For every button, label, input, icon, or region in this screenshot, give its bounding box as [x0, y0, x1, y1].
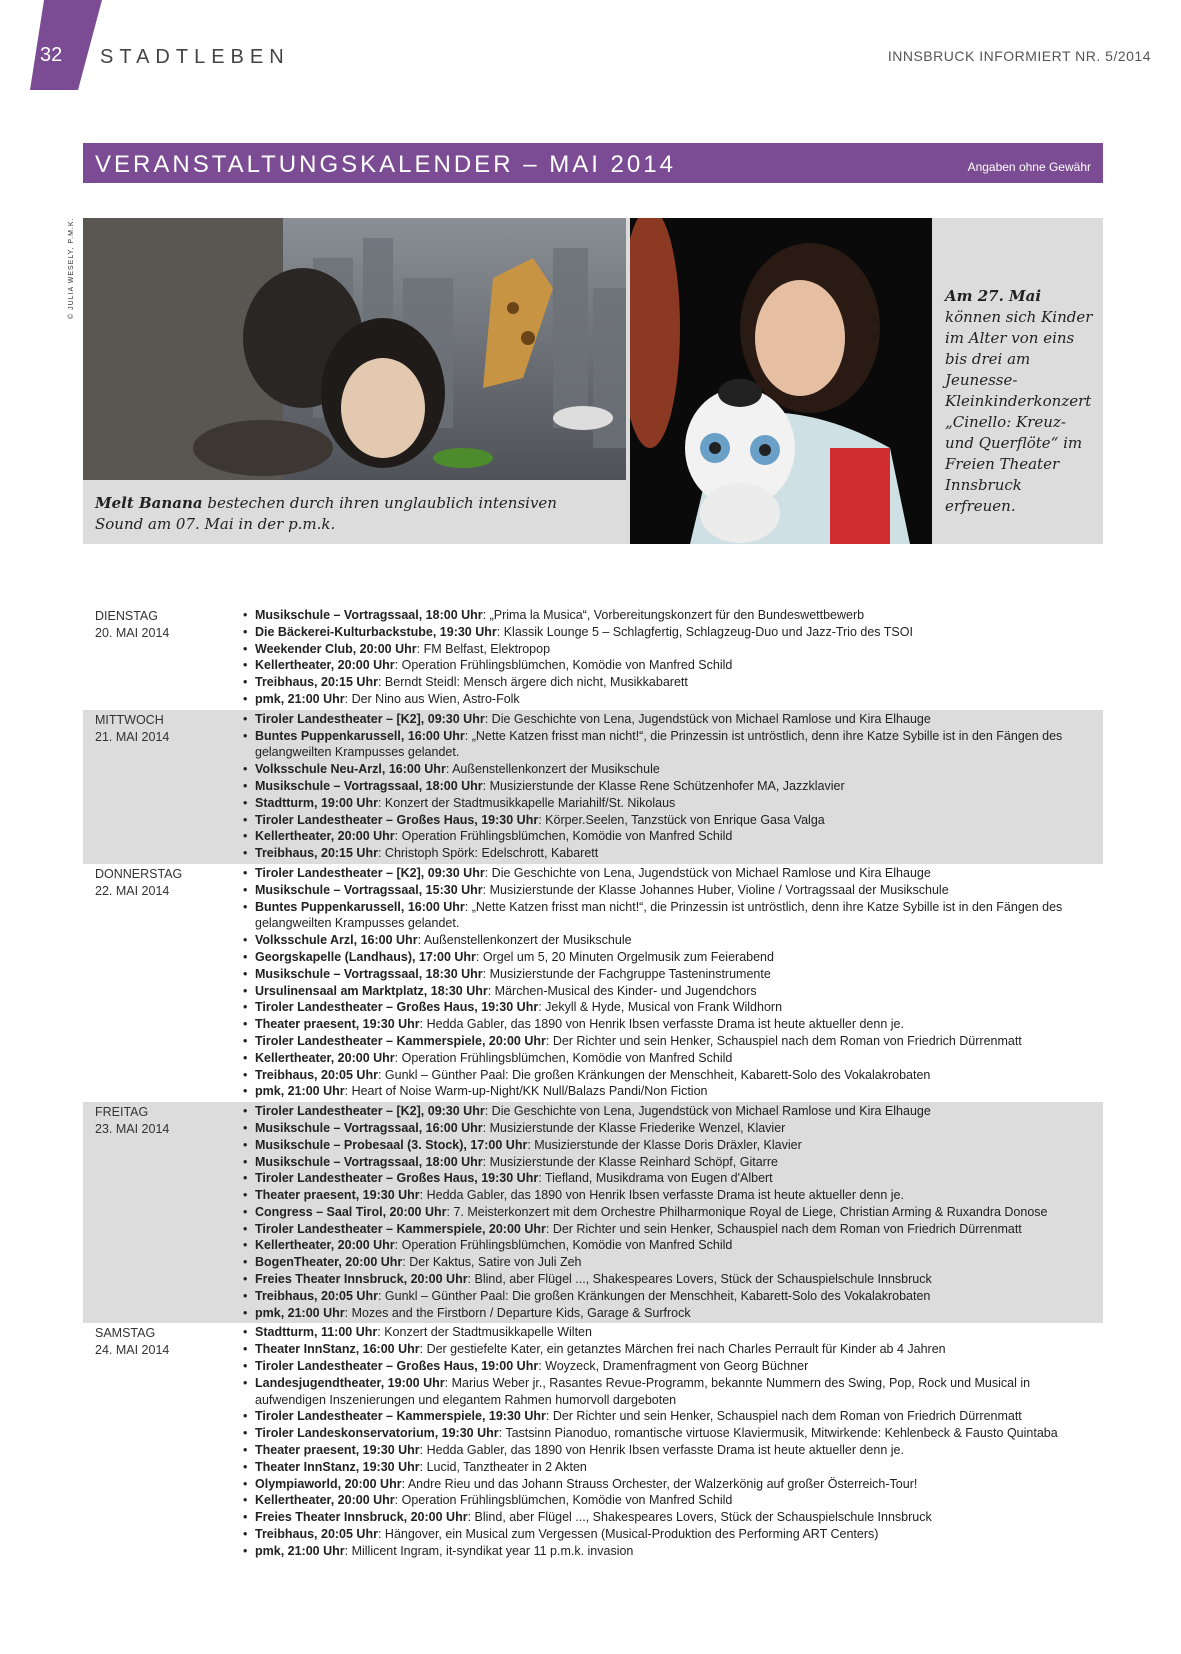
event-item: • Volksschule Neu-Arzl, 16:00 Uhr: Außenstellenkonzert der Musikschule [243, 761, 1103, 778]
day-label: MITTWOCH 21. MAI 2014 [95, 712, 170, 744]
event-item: • Landesjugendtheater, 19:00 Uhr: Marius Weber jr., Rasantes Revue-Programm, bekannte Nummern des Swing, Pop, Rock und Musical in aufwendigen Inszenierungen und elegantem Rahmen humorvoll dargeboten [243, 1375, 1103, 1409]
day-label: DONNERSTAG 22. MAI 2014 [95, 866, 183, 898]
event-item: • Buntes Puppenkarussell, 16:00 Uhr: „Nette Katzen frisst man nicht!“, die Prinzessin ist untröstlich, denn ihre Katze Sybille ist in den Fängen des gelangweilten Krampusses gelandet. [243, 899, 1103, 933]
event-item: • Tiroler Landestheater – [K2], 09:30 Uhr: Die Geschichte von Lena, Jugendstück von Michael Ramlose und Kira Elhauge [243, 711, 1103, 728]
event-item: • Musikschule – Vortragssaal, 18:00 Uhr: Musizierstunde der Klasse Reinhard Schöpf, Gitarre [243, 1154, 1103, 1171]
event-item: • Treibhaus, 20:15 Uhr: Christoph Spörk: Edelschrott, Kabarett [243, 845, 1103, 862]
page-number: 32 [40, 44, 63, 66]
event-item: • Tiroler Landestheater – Großes Haus, 19:30 Uhr: Körper.Seelen, Tanzstück von Enrique Gasa Valga [243, 812, 1103, 829]
issue-label: INNSBRUCK INFORMIERT NR. 5/2014 [887, 48, 1151, 64]
event-item: • Kellertheater, 20:00 Uhr: Operation Frühlingsblümchen, Komödie von Manfred Schild [243, 1237, 1103, 1254]
event-list [83, 607, 1103, 708]
event-item: • Tiroler Landestheater – Kammerspiele, 20:00 Uhr: Der Richter und sein Henker, Schauspiel nach dem Roman von Friedrich Dürrenmatt [243, 1033, 1103, 1050]
event-list [83, 711, 1103, 862]
event-item: • Treibhaus, 20:15 Uhr: Berndt Steidl: Mensch ärgere dich nicht, Musikkabarett [243, 674, 1103, 691]
day-block-donnerstag [83, 864, 1103, 1102]
event-item: • Tiroler Landestheater – Kammerspiele, 19:30 Uhr: Der Richter und sein Henker, Schauspiel nach dem Roman von Friedrich Dürrenmatt [243, 1408, 1103, 1425]
day-block-samstag [83, 1323, 1103, 1561]
caption-cinello: Am 27. Mai können sich Kinder im Alter von eins bis drei am Jeunesse-Kleinkinderkonzert „Cinello: Kreuz- und Querflöte“ im Freien Theater Innsbruck erfreuen. [945, 287, 1093, 515]
event-item: • Ursulinensaal am Marktplatz, 18:30 Uhr: Märchen-Musical des Kinder- und Jugendchors [243, 983, 1103, 1000]
event-item: • Freies Theater Innsbruck, 20:00 Uhr: Blind, aber Flügel ..., Shakespeares Lovers, Stück der Schauspielschule Innsbruck [243, 1271, 1103, 1288]
section-title: STADTLEBEN [100, 46, 290, 68]
event-item: • Kellertheater, 20:00 Uhr: Operation Frühlingsblümchen, Komödie von Manfred Schild [243, 828, 1103, 845]
photo-credit: © JULIA WESELY, P.M.K. [68, 217, 75, 319]
event-item: • Musikschule – Vortragssaal, 18:00 Uhr: „Prima la Musica“, Vorbereitungskonzert für den Bundeswettbewerb [243, 607, 1103, 624]
event-item: • Tiroler Landestheater – Großes Haus, 19:00 Uhr: Woyzeck, Dramenfragment von Georg Büchner [243, 1358, 1103, 1375]
event-item: • Musikschule – Vortragssaal, 18:30 Uhr: Musizierstunde der Fachgruppe Tasteninstrumente [243, 966, 1103, 983]
day-block-freitag [83, 1102, 1103, 1323]
event-item: • Georgskapelle (Landhaus), 17:00 Uhr: Orgel um 5, 20 Minuten Orgelmusik zum Feierabend [243, 949, 1103, 966]
event-item: • Treibhaus, 20:05 Uhr: Hängover, ein Musical zum Vergessen (Musical-Produktion des Performing ART Centers) [243, 1526, 1103, 1543]
event-item: • Musikschule – Probesaal (3. Stock), 17:00 Uhr: Musizierstunde der Klasse Doris Dräxler, Klavier [243, 1137, 1103, 1154]
disclaimer-note: Angaben ohne Gewähr [967, 160, 1091, 174]
event-item: • Theater praesent, 19:30 Uhr: Hedda Gabler, das 1890 von Henrik Ibsen verfasste Drama ist heute aktueller denn je. [243, 1016, 1103, 1033]
day-block-mittwoch [83, 710, 1103, 864]
melt-banana-photo [83, 218, 626, 480]
event-schedule [83, 606, 1103, 1562]
event-item: • Buntes Puppenkarussell, 16:00 Uhr: „Nette Katzen frisst man nicht!“, die Prinzessin ist untröstlich, denn ihre Katze Sybille ist in den Fängen des gelangweilten Krampusses gelandet. [243, 728, 1103, 762]
event-item: • Treibhaus, 20:05 Uhr: Gunkl – Günther Paal: Die großen Kränkungen der Menschheit, Kabarett-Solo des Vokalakrobaten [243, 1067, 1103, 1084]
calendar-banner [83, 143, 1103, 183]
calendar-title: VERANSTALTUNGSKALENDER – MAI 2014 [95, 151, 676, 178]
day-label: DIENSTAG 20. MAI 2014 [95, 609, 170, 640]
event-item: • Die Bäckerei-Kulturbackstube, 19:30 Uhr: Klassik Lounge 5 – Schlagfertig, Schlagzeug-Duo und Jazz-Trio des TSOI [243, 624, 1103, 641]
event-item: • Congress – Saal Tirol, 20:00 Uhr: 7. Meisterkonzert mit dem Orchestre Philharmonique Royal de Liege, Christian Arming & Ruxandra Donose [243, 1204, 1103, 1221]
event-item: • Theater InnStanz, 19:30 Uhr: Lucid, Tanztheater in 2 Akten [243, 1459, 1103, 1476]
event-item: • Treibhaus, 20:05 Uhr: Gunkl – Günther Paal: Die großen Kränkungen der Menschheit, Kabarett-Solo des Vokalakrobaten [243, 1288, 1103, 1305]
event-item: • Tiroler Landestheater – [K2], 09:30 Uhr: Die Geschichte von Lena, Jugendstück von Michael Ramlose und Kira Elhauge [243, 865, 1103, 882]
event-item: • Musikschule – Vortragssaal, 18:00 Uhr: Musizierstunde der Klasse Rene Schützenhofer MA, Jazzklavier [243, 778, 1103, 795]
event-item: • Olympiaworld, 20:00 Uhr: Andre Rieu und das Johann Strauss Orchester, der Walzerkönig auf großer Österreich-Tour! [243, 1476, 1103, 1493]
event-item: • Theater praesent, 19:30 Uhr: Hedda Gabler, das 1890 von Henrik Ibsen verfasste Drama ist heute aktueller denn je. [243, 1442, 1103, 1459]
event-item: • Musikschule – Vortragssaal, 15:30 Uhr: Musizierstunde der Klasse Johannes Huber, Violine / Vortragssaal der Musikschule [243, 882, 1103, 899]
cinello-photo [630, 218, 932, 544]
event-item: • Freies Theater Innsbruck, 20:00 Uhr: Blind, aber Flügel ..., Shakespeares Lovers, Stück der Schauspielschule Innsbruck [243, 1509, 1103, 1526]
event-item: • Kellertheater, 20:00 Uhr: Operation Frühlingsblümchen, Komödie von Manfred Schild [243, 1492, 1103, 1509]
event-item: • Musikschule – Vortragssaal, 16:00 Uhr: Musizierstunde der Klasse Friederike Wenzel, Klavier [243, 1120, 1103, 1137]
event-item: • Stadtturm, 11:00 Uhr: Konzert der Stadtmusikkapelle Wilten [243, 1324, 1103, 1341]
event-item: • Weekender Club, 20:00 Uhr: FM Belfast, Elektropop [243, 641, 1103, 658]
caption-melt-banana: Melt Banana bestechen durch ihren unglaublich intensiven Sound am 07. Mai in der p.m.k. [95, 494, 557, 533]
day-label: SAMSTAG 24. MAI 2014 [95, 1326, 170, 1358]
event-item: • Kellertheater, 20:00 Uhr: Operation Frühlingsblümchen, Komödie von Manfred Schild [243, 657, 1103, 674]
day-block-dienstag [83, 606, 1103, 710]
event-item: • pmk, 21:00 Uhr: Millicent Ingram, it-syndikat year 11 p.m.k. invasion [243, 1543, 1103, 1560]
event-item: • Tiroler Landeskonservatorium, 19:30 Uhr: Tastsinn Pianoduo, romantische virtuose Klaviermusik, Mitwirkende: Kehlenbeck & Fausto Quintaba [243, 1425, 1103, 1442]
event-item: • Volksschule Arzl, 16:00 Uhr: Außenstellenkonzert der Musikschule [243, 932, 1103, 949]
event-item: • pmk, 21:00 Uhr: Mozes and the Firstborn / Departure Kids, Garage & Surfrock [243, 1305, 1103, 1322]
event-item: • pmk, 21:00 Uhr: Der Nino aus Wien, Astro-Folk [243, 691, 1103, 708]
event-item: • Kellertheater, 20:00 Uhr: Operation Frühlingsblümchen, Komödie von Manfred Schild [243, 1050, 1103, 1067]
event-list [83, 1324, 1103, 1559]
photo-area [83, 218, 1103, 544]
event-item: • Tiroler Landestheater – Großes Haus, 19:30 Uhr: Tiefland, Musikdrama von Eugen d'Albert [243, 1170, 1103, 1187]
event-item: • Theater InnStanz, 16:00 Uhr: Der gestiefelte Kater, ein getanztes Märchen frei nach Charles Perrault für Kinder ab 4 Jahren [243, 1341, 1103, 1358]
event-item: • Tiroler Landestheater – Kammerspiele, 20:00 Uhr: Der Richter und sein Henker, Schauspiel nach dem Roman von Friedrich Dürrenmatt [243, 1221, 1103, 1238]
event-item: • Tiroler Landestheater – Großes Haus, 19:30 Uhr: Jekyll & Hyde, Musical von Frank Wildhorn [243, 999, 1103, 1016]
event-item: • Stadtturm, 19:00 Uhr: Konzert der Stadtmusikkapelle Mariahilf/St. Nikolaus [243, 795, 1103, 812]
event-item: • Tiroler Landestheater – [K2], 09:30 Uhr: Die Geschichte von Lena, Jugendstück von Michael Ramlose und Kira Elhauge [243, 1103, 1103, 1120]
event-list [83, 1103, 1103, 1321]
day-label: FREITAG 23. MAI 2014 [95, 1105, 170, 1137]
event-item: • Theater praesent, 19:30 Uhr: Hedda Gabler, das 1890 von Henrik Ibsen verfasste Drama ist heute aktueller denn je. [243, 1187, 1103, 1204]
event-item: • pmk, 21:00 Uhr: Heart of Noise Warm-up-Night/KK Null/Balazs Pandi/Non Fiction [243, 1083, 1103, 1100]
event-item: • BogenTheater, 20:00 Uhr: Der Kaktus, Satire von Juli Zeh [243, 1254, 1103, 1271]
event-list [83, 865, 1103, 1100]
